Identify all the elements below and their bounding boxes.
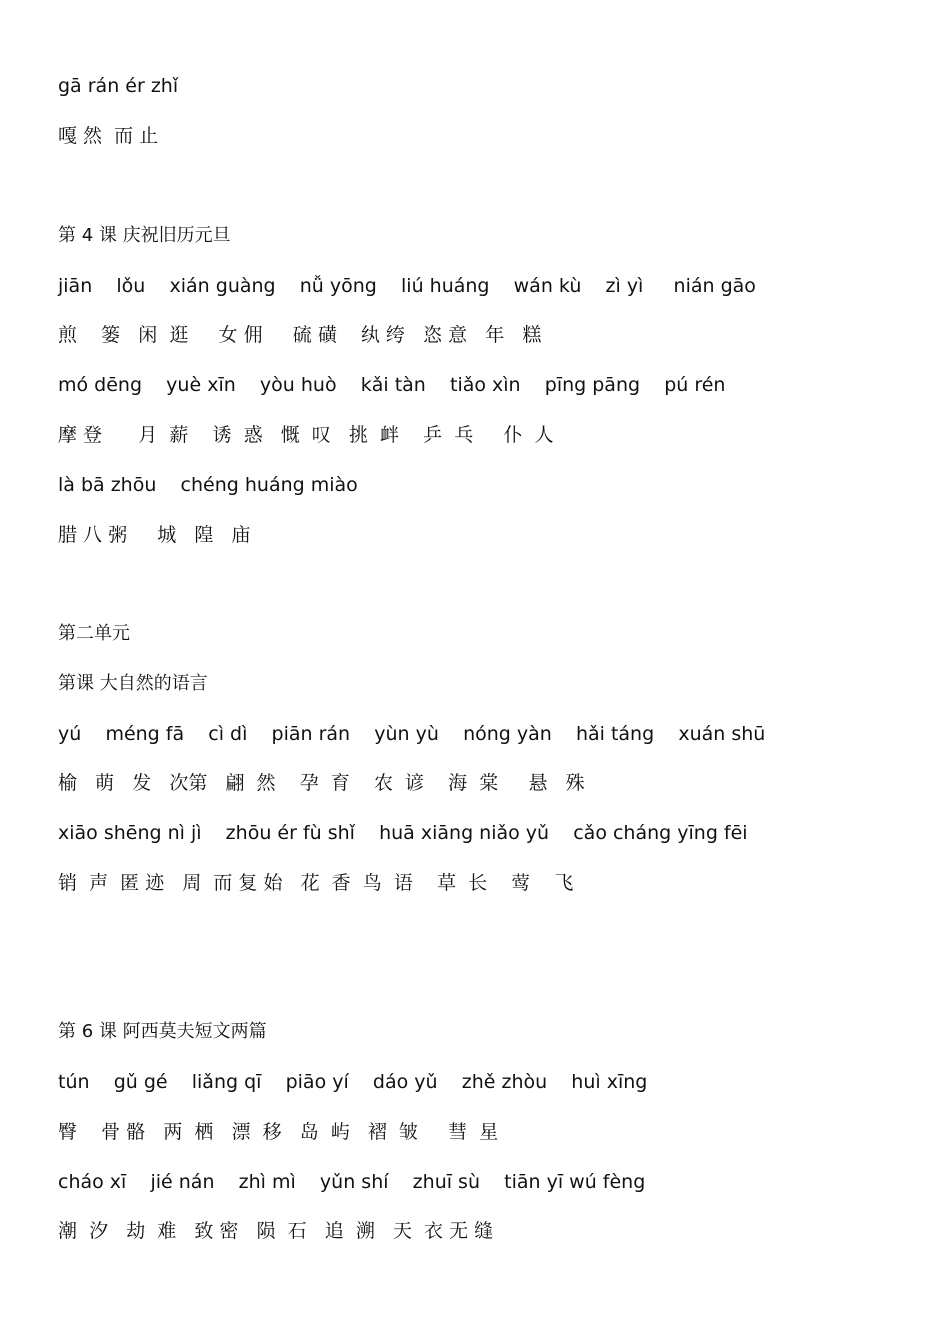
hanzi-line: 臀 骨 骼 两 栖 漂 移 岛 屿 褶 皱 彗 星: [58, 1121, 499, 1143]
hanzi-line: 腊 八 粥 城 隍 庙: [58, 524, 251, 546]
hanzi-line: 嘎 然 而 止: [58, 125, 159, 147]
pinyin-line: xiāo shēng nì jì zhōu ér fù shǐ huā xiāng niǎo yǔ cǎo cháng yīng fēi: [58, 822, 748, 844]
pinyin-line: là bā zhōu chéng huáng miào: [58, 474, 358, 496]
lesson-heading: 第 4 课 庆祝旧历元旦: [58, 225, 231, 246]
hanzi-line: 摩 登 月 薪 诱 惑 慨 叹 挑 衅 乒 乓 仆 人: [58, 424, 554, 446]
pinyin-line: cháo xī jié nán zhì mì yǔn shí zhuī sù tiān yī wú fèng: [58, 1171, 646, 1193]
pinyin-line: tún gǔ gé liǎng qī piāo yí dáo yǔ zhě zhòu huì xīng: [58, 1071, 648, 1093]
pinyin-line: yú méng fā cì dì piān rán yùn yù nóng yàn hǎi táng xuán shū: [58, 723, 766, 745]
lesson-heading: 第 6 课 阿西莫夫短文两篇: [58, 1021, 267, 1042]
unit-heading: 第二单元: [58, 623, 130, 644]
hanzi-line: 榆 萌 发 次第 翩 然 孕 育 农 谚 海 棠 悬 殊: [58, 772, 585, 794]
pinyin-line: jiān lǒu xián guàng nǚ yōng liú huáng wán kù zì yì nián gāo: [58, 275, 756, 297]
hanzi-line: 销 声 匿 迹 周 而 复 始 花 香 鸟 语 草 长 莺 飞: [58, 872, 574, 894]
hanzi-line: 煎 篓 闲 逛 女 佣 硫 磺 纨 绔 恣 意 年 糕: [58, 324, 542, 346]
hanzi-line: 潮 汐 劫 难 致 密 陨 石 追 溯 天 衣 无 缝: [58, 1220, 494, 1242]
pinyin-line: mó dēng yuè xīn yòu huò kǎi tàn tiǎo xìn pīng pāng pú rén: [58, 374, 726, 396]
lesson-heading: 第课 大自然的语言: [58, 673, 208, 694]
pinyin-line: gā rán ér zhǐ: [58, 75, 179, 97]
